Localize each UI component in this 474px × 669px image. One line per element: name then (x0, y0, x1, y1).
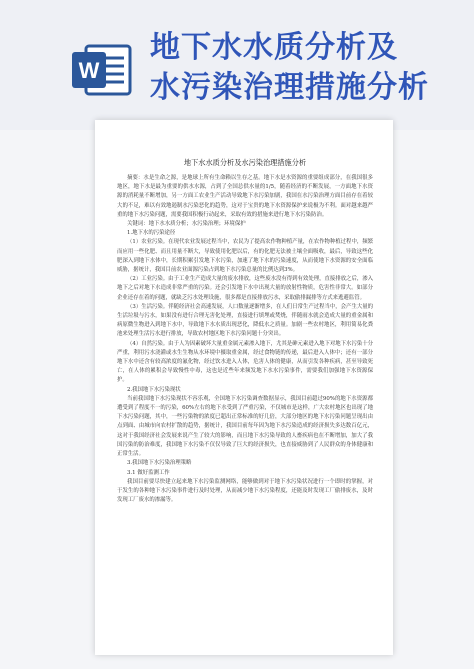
paragraph-status: 当前我国地下水污染现状不容乐观，全国地下水污染调查数据显示，我国目前超过90%的地下水资源都遭受到了程度不一的污染，60%左右的地下水受到了严重污染，不仅城市是这样，广大农村地区也出现了地下水污染问题，其中，一些污染物的浓度已超出正常标准的好几倍，大部分地区的地下水污染问题呈现出由点到面、由城市向农村扩散的趋势，据统计，我国目前每年因为地下水污染造成的经济损失多达数百亿元，这对于我国经济社会发展来说产生了较大的影响，而且地下水污染导致的人畜疾病也在不断增加，加大了我国污染的防治难度，我国地下水污染不仅仅导致了巨大的经济损失，也直接威胁到了人民群众的身体健康和正常生活。 (117, 395, 373, 458)
paragraph-industrial: （2）工业污染。由于工业生产造成大量的废水排放，这些废水没有得到有效处理，直接排放之后，渗入地下之后对地下水造成非常严重的污染。还会引发地下水中出现大量的放射性物质，危害性非常大。如部分企业还存在着的问题，就缺乏污水处理设施，很多都是直接排放污水，采取偷排漏排等方式来逃避监管。 (117, 276, 374, 301)
paper-heading: 地下水水质分析及水污染治理措施分析 (183, 158, 307, 167)
document-title (150, 28, 470, 108)
paragraph-domestic: （3）生活污染。伴随经济社会高速发展，人口数量逐渐增多，在人们日常生产过程当中，会产生大量的生活垃圾与污水，如果没有进行合理无害化处理，直接进行填埋或焚烧，伴随雨水就会造成大量的重金属和病原微生物进入到地下水中，导致地下水水质出现恶化，降低水之质量。加剧一些农村地区，利用简易化粪池来处理生活污水进行排放，导致农村地区地下水污染问题十分突出。 (117, 303, 374, 338)
word-document-icon (70, 38, 134, 102)
logo-letter: W (78, 58, 100, 83)
paragraph-monitoring: 我国目前要尽快建立起来地下水污染监测网络，能够做到对于地下水污染状况进行一个即时的掌握，对于发生的各种地下水污染事件进行及时处理，从而减少地下水污染程度，还能及时发现工厂偷排废水，及时发现工厂废水的渗漏等。 (117, 478, 373, 504)
subsection-heading-3-1: 3.1 做好监测工作 (127, 469, 170, 476)
document-title-line1: 地下水水质分析及 (150, 30, 398, 65)
section-heading-3: 3.我国地下水污染治理策略 (127, 460, 192, 467)
section-heading-2: 2.我国地下水污染现状 (127, 386, 181, 393)
paragraph-agricultural: （1）农业污染。在现代农业发展过程当中，农民为了提高农作物种植产量，在农作物种植过程中，频繁而应用一些化肥、而且用量不断大，导致使用化肥以后，有的化肥无法被土壤全面吸收，最后，导致这些化肥深入到地下水体中，长期积累引发地下水污染，加速了地下水的污染速度，从而使地下水资源的安全面临威胁，据统计，我国目前农业面源污染占到地下水污染总量的比例达到3%。 (117, 239, 374, 274)
section-heading-1: 1.地下水的污染途径 (127, 230, 176, 237)
abstract: 摘要：水是生命之源，是地球上所有生命赖以生存之基。地下水是水资源的重要组成部分，在我国很多地区，地下水是最为重要的供水水源，占到了全国总供水量的1/5，随着经济的不断发展，一方面地下水资源的消耗量不断增加，另一方面工农业生产活动导致地下水污染加剧，我国在水污染治理方面目前存在着较大的不足，难以有效地遏制水污染恶化的趋势，这对于宝贵的地下水资源保护来说极为不利。面对越来越严重的地下水污染问题，需要我国积极行动起来，采取有效的措施来进行地下水污染防治。 (117, 175, 373, 218)
document-title-line2: 水污染治理措施分析 (150, 70, 429, 105)
document-page (95, 120, 393, 655)
document-body (117, 158, 373, 505)
paragraph-natural: （4）自然污染。由于人为因素破坏大量重金属元素渗入地下，尤其是砷元素进入地下对地下水污染十分严重，利用污水浇灌或水生生物从水环境中摄取重金属，经过食物链的传递，最后进入人体中；还有一部分地下水中还含有较高浓度的氟化物，经过饮水进入人体，危害人体的健康，从而引发各种疾病，甚至导致死亡，在人体的累积会导致慢性中毒，这也是近些年来频发地下水水污染事件，需要我们加强地下水资源保护。 (117, 340, 374, 384)
keywords: 关键词：地下水水质分析；水污染治理；环境保护 (127, 221, 246, 228)
